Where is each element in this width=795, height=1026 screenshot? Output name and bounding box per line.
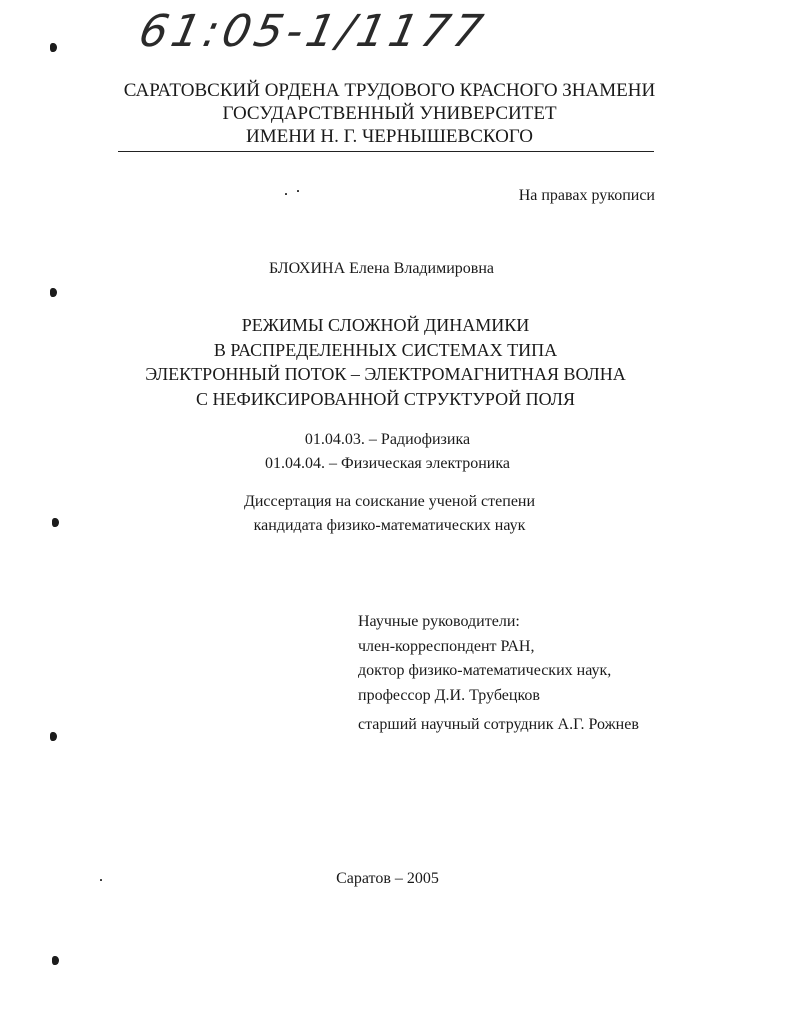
university-name-line-3: ИМЕНИ Н. Г. ЧЕРНЫШЕВСКОГО [245,126,534,147]
thesis-title [0,313,783,411]
punch-hole-5 [52,956,59,965]
thesis-title-line-2: В РАСПРЕДЕЛЕННЫХ СИСТЕМАХ ТИПА [213,339,558,360]
thesis-title-line-1: РЕЖИМЫ СЛОЖНОЙ ДИНАМИКИ [241,315,530,335]
degree-line-2: кандидата физико-математических наук [253,517,526,534]
advisor-line-3: профессор Д.И. Трубецков [358,686,540,704]
degree-statement [0,490,787,538]
city-year: Саратов – 2005 [336,870,439,887]
header-divider [118,151,654,152]
thesis-title-line-4: С НЕФИКСИРОВАННОЙ СТРУКТУРОЙ ПОЛЯ [196,388,575,409]
specialty-codes [0,428,785,476]
university-name-line-2: ГОСУДАРСТВЕННЫЙ УНИВЕРСИТЕТ [222,103,557,124]
author-name: БЛОХИНА Елена Владимировна [268,260,495,277]
scan-speck [297,190,299,192]
archive-number-handwritten: 61:05-1/1177 [134,6,491,57]
second-advisor: старший научный сотрудник А.Г. Рожнев [358,716,639,733]
punch-hole-1 [50,43,57,52]
punch-hole-2 [50,288,57,297]
advisor-line-2: доктор физико-математических наук, [358,662,612,679]
advisors-heading: Научные руководители: [358,613,520,630]
specialty-line-2: 01.04.04. – Физическая электроника [265,455,510,472]
degree-line-1: Диссертация на соискание ученой степени [243,493,536,510]
specialty-line-1: 01.04.03. – Радиофизика [304,431,471,448]
advisor-line-1: член-корреспондент РАН, [358,637,535,655]
university-name-line-1: САРАТОВСКИЙ ОРДЕНА ТРУДОВОГО КРАСНОГО ЗНАМЕНИ [123,80,656,101]
thesis-title-line-3: ЭЛЕКТРОННЫЙ ПОТОК – ЭЛЕКТРОМАГНИТНАЯ ВОЛНА [145,364,626,384]
scientific-advisors [358,610,611,708]
punch-hole-4 [50,732,57,741]
scan-speck [285,193,287,195]
manuscript-note: На правах рукописи [518,187,655,204]
